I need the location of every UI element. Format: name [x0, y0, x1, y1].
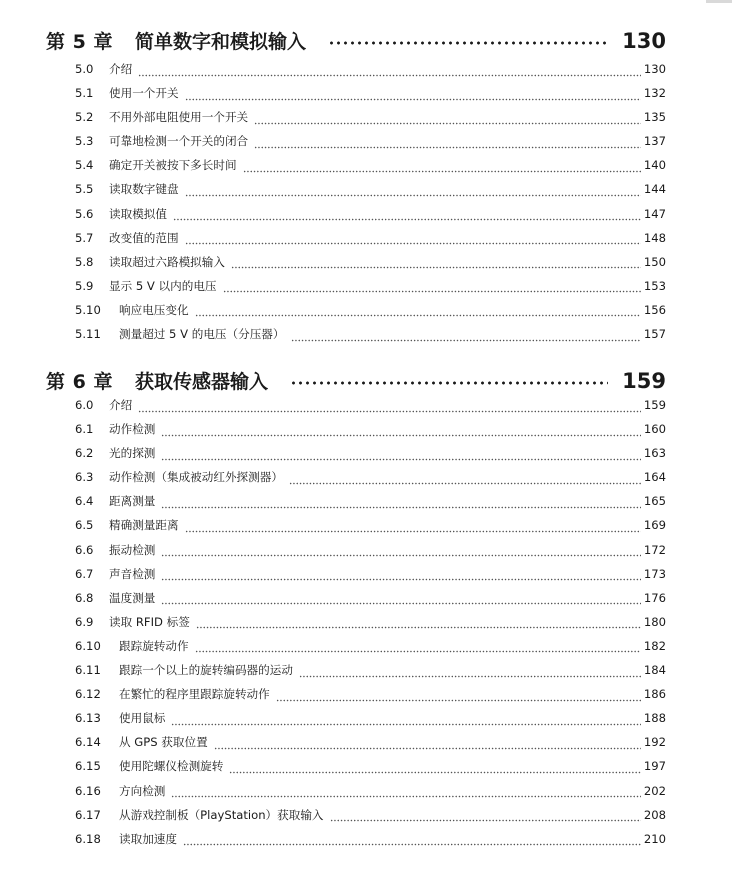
leader-dots	[161, 578, 640, 581]
leader-dots	[138, 74, 641, 77]
section-title: 使用一个开关	[109, 86, 179, 101]
section-page-number: 135	[643, 110, 666, 125]
section-title: 读取模拟值	[109, 206, 167, 221]
section-number: 6.13	[75, 711, 101, 726]
leader-dots	[195, 314, 641, 317]
section-number: 5.8	[75, 254, 94, 269]
toc-entry[interactable]	[75, 421, 666, 445]
leader-dots	[195, 650, 641, 653]
toc-entry[interactable]	[75, 445, 666, 469]
page-corner-mark	[706, 0, 732, 3]
section-number: 6.10	[75, 638, 101, 653]
section-number: 5.2	[75, 110, 94, 125]
toc-entry[interactable]	[75, 734, 666, 758]
leader-dots	[161, 458, 640, 461]
leader-dots	[171, 723, 640, 726]
leader-dots	[223, 290, 641, 293]
section-page-number: 176	[643, 590, 666, 605]
section-number: 6.6	[75, 542, 94, 557]
section-page-number: 192	[643, 735, 666, 750]
chapter-leader-dots	[328, 41, 608, 45]
toc-entry[interactable]	[75, 61, 666, 85]
toc-entry[interactable]	[75, 758, 666, 782]
toc-entry[interactable]	[75, 302, 666, 326]
toc-entry[interactable]	[75, 157, 666, 181]
leader-dots	[291, 339, 641, 342]
section-number: 5.4	[75, 158, 94, 173]
section-title: 从 GPS 获取位置	[119, 735, 208, 750]
section-page-number: 165	[643, 494, 666, 509]
chapter-label: 第 5 章	[46, 31, 113, 53]
section-number: 6.4	[75, 494, 94, 509]
chapter-label: 第 6 章	[46, 371, 113, 393]
toc-entry[interactable]	[75, 517, 666, 541]
section-page-number: 147	[643, 206, 666, 221]
leader-dots	[330, 819, 641, 822]
section-title: 读取数字键盘	[109, 182, 179, 197]
section-title: 在繁忙的程序里跟踪旋转动作	[119, 687, 270, 702]
section-title: 读取加速度	[119, 831, 177, 846]
toc-entry[interactable]	[75, 638, 666, 662]
section-number: 5.1	[75, 86, 94, 101]
section-title: 介绍	[109, 62, 133, 76]
leader-dots	[161, 506, 640, 509]
section-title: 跟踪一个以上的旋转编码器的运动	[119, 663, 293, 678]
section-page-number: 202	[643, 783, 666, 798]
leader-dots	[276, 699, 641, 702]
toc-entry[interactable]	[75, 566, 666, 590]
toc-entry[interactable]	[75, 590, 666, 614]
section-page-number: 157	[643, 327, 666, 342]
leader-dots	[185, 194, 641, 197]
section-number: 5.3	[75, 134, 94, 149]
section-number: 6.16	[75, 783, 101, 798]
leader-dots	[185, 242, 641, 245]
section-number: 5.6	[75, 206, 94, 221]
leader-dots	[243, 170, 641, 173]
toc-entry[interactable]	[75, 278, 666, 302]
toc-entry[interactable]	[75, 206, 666, 230]
toc-entry[interactable]	[75, 230, 666, 254]
chapter-title: 简单数字和模拟输入	[134, 31, 306, 53]
section-number: 5.10	[75, 302, 101, 317]
section-number: 6.8	[75, 590, 94, 605]
leader-dots	[173, 218, 641, 221]
leader-dots	[231, 266, 641, 269]
section-title: 从游戏控制板（PlayStation）获取输入	[119, 807, 324, 822]
section-title: 跟踪旋转动作	[119, 638, 189, 653]
section-title: 改变值的范围	[109, 230, 179, 245]
section-page-number: 172	[643, 542, 666, 557]
section-title: 使用鼠标	[119, 711, 166, 726]
leader-dots	[214, 747, 641, 750]
leader-dots	[229, 771, 641, 774]
section-number: 6.2	[75, 446, 94, 461]
chapter-5-entries	[75, 61, 666, 350]
toc-entry[interactable]	[75, 397, 666, 421]
section-title: 温度测量	[109, 590, 156, 605]
section-number: 6.17	[75, 807, 101, 822]
leader-dots	[196, 626, 641, 629]
leader-dots	[161, 434, 640, 437]
section-page-number: 208	[643, 807, 666, 822]
toc-entry[interactable]	[75, 326, 666, 350]
toc-entry[interactable]	[75, 614, 666, 638]
section-page-number: 163	[643, 446, 666, 461]
section-title: 可靠地检测一个开关的闭合	[109, 134, 249, 149]
section-title: 距离测量	[109, 494, 156, 509]
section-title: 介绍	[109, 398, 133, 412]
leader-dots	[171, 795, 640, 798]
toc-entry[interactable]	[75, 85, 666, 109]
section-page-number: 182	[643, 638, 666, 653]
toc-entry[interactable]	[75, 662, 666, 686]
section-page-number: 140	[643, 158, 666, 173]
section-page-number: 153	[643, 278, 666, 293]
section-page-number: 180	[643, 614, 666, 629]
leader-dots	[161, 602, 640, 605]
leader-dots	[185, 530, 641, 533]
section-title: 精确测量距离	[109, 518, 179, 533]
section-title: 显示 5 V 以内的电压	[109, 278, 217, 293]
toc-entry[interactable]	[75, 133, 666, 157]
section-page-number: 137	[643, 134, 666, 149]
section-title: 声音检测	[109, 566, 156, 581]
toc-entry[interactable]	[75, 469, 666, 493]
section-number: 5.0	[75, 62, 94, 76]
section-number: 5.5	[75, 182, 94, 197]
section-number: 5.9	[75, 278, 94, 293]
section-page-number: 173	[643, 566, 666, 581]
leader-dots	[299, 675, 641, 678]
section-number: 6.11	[75, 663, 101, 678]
section-number: 6.3	[75, 470, 94, 485]
toc-entry[interactable]	[75, 710, 666, 734]
section-title: 方向检测	[119, 783, 166, 798]
section-number: 6.5	[75, 518, 94, 533]
leader-dots	[161, 554, 640, 557]
section-page-number: 160	[643, 422, 666, 437]
section-page-number: 169	[643, 518, 666, 533]
section-page-number: 210	[643, 831, 666, 846]
section-number: 6.15	[75, 759, 101, 774]
toc-entry[interactable]	[75, 783, 666, 807]
section-title: 振动检测	[109, 542, 156, 557]
leader-dots	[254, 122, 641, 125]
section-number: 6.12	[75, 687, 101, 702]
toc-entry[interactable]	[75, 493, 666, 517]
section-title: 动作检测	[109, 422, 156, 437]
section-title: 读取超过六路模拟输入	[109, 254, 225, 269]
section-page-number: 188	[643, 711, 666, 726]
section-number: 5.7	[75, 230, 94, 245]
section-title: 测量超过 5 V 的电压（分压器）	[119, 327, 285, 342]
section-title: 光的探测	[109, 446, 156, 461]
toc-entry[interactable]	[75, 254, 666, 278]
chapter-page-number: 159	[622, 369, 666, 393]
leader-dots	[254, 146, 641, 149]
section-title: 确定开关被按下多长时间	[109, 158, 237, 173]
toc-entry[interactable]	[75, 181, 666, 205]
section-number: 6.14	[75, 735, 101, 750]
leader-dots	[183, 843, 641, 846]
section-number: 5.11	[75, 327, 101, 342]
toc-entry[interactable]	[75, 807, 666, 831]
section-page-number: 130	[643, 62, 666, 76]
toc-entry[interactable]	[75, 831, 666, 855]
chapter-leader-dots	[290, 381, 608, 385]
leader-dots	[289, 482, 641, 485]
section-page-number: 132	[643, 86, 666, 101]
section-title: 读取 RFID 标签	[109, 614, 190, 629]
chapter-title: 获取传感器输入	[134, 371, 268, 393]
section-page-number: 144	[643, 182, 666, 197]
section-number: 6.18	[75, 831, 101, 846]
section-page-number: 197	[643, 759, 666, 774]
chapter-page-number: 130	[622, 29, 666, 53]
section-page-number: 148	[643, 230, 666, 245]
section-title: 响应电压变化	[119, 302, 189, 317]
chapter-5-heading[interactable]	[46, 27, 666, 54]
section-title: 使用陀螺仪检测旋转	[119, 759, 224, 774]
toc-entry[interactable]	[75, 542, 666, 566]
section-page-number: 186	[643, 687, 666, 702]
section-page-number: 159	[643, 398, 666, 412]
section-number: 6.7	[75, 566, 94, 581]
section-title: 动作检测（集成被动红外探测器）	[109, 470, 283, 485]
leader-dots	[138, 410, 641, 413]
chapter-6-heading[interactable]	[46, 367, 666, 394]
toc-entry[interactable]	[75, 686, 666, 710]
toc-entry[interactable]	[75, 109, 666, 133]
section-page-number: 184	[643, 663, 666, 678]
section-number: 6.9	[75, 614, 94, 629]
section-title: 不用外部电阻使用一个开关	[109, 110, 249, 125]
section-page-number: 150	[643, 254, 666, 269]
section-number: 6.0	[75, 398, 94, 412]
section-number: 6.1	[75, 422, 94, 437]
section-page-number: 156	[643, 302, 666, 317]
chapter-6-entries	[75, 397, 666, 855]
section-page-number: 164	[643, 470, 666, 485]
leader-dots	[185, 98, 641, 101]
